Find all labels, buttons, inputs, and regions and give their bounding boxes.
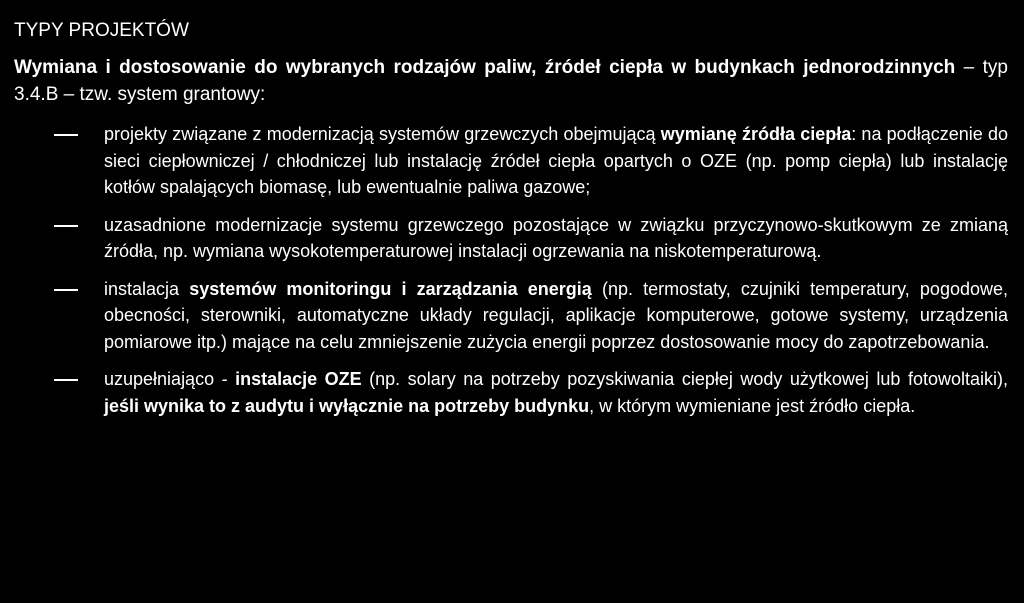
section-title: [14, 54, 1008, 108]
bullet-text: projekty związane z modernizacją systemów grzewczych obejmującą: [104, 124, 661, 144]
list-item: [0, 366, 1024, 419]
dash-bullet-icon: [54, 134, 78, 136]
bullet-text: : na podłączenie do sieci ciepłowniczej / chłodniczej lub instalację źródeł ciepła opartych o OZE (np. pomp ciepła) lub instalację kotłów spalających biomasę, lub ewentualnie paliwa gazowe;: [104, 124, 1008, 197]
bullet-text: (np. solary na potrzeby pozyskiwania ciepłej wody użytkowej lub fotowoltaiki),: [361, 369, 1008, 389]
section-title-rest: – typ 3.4.B – tzw. system grantowy:: [14, 57, 1008, 105]
bullet-bold: wymianę źródła ciepła: [660, 124, 852, 144]
dash-bullet-icon: [54, 225, 78, 227]
list-item: [0, 276, 1024, 356]
list-item: [0, 121, 1024, 201]
section-title-bold: Wymiana i dostosowanie do wybranych rodzajów paliw, źródeł ciepła w budynkach jednorodzinnych: [14, 57, 956, 78]
bullet-text: uzasadnione modernizacje systemu grzewczego pozostające w związku przyczynowo-skutkowym ze zmianą źródła, np. wymiana wysokotemperaturowej instalacji ogrzewania na niskotemperaturową.: [104, 214, 1008, 261]
dash-bullet-icon: [54, 379, 78, 381]
bullet-list: [0, 121, 1024, 419]
bullet-text: uzupełniająco -: [104, 369, 236, 389]
dash-bullet-icon: [54, 289, 78, 291]
bullet-text: instalacja: [104, 278, 190, 299]
bullet-bold: jeśli wynika to z audytu i wyłącznie na potrzeby budynku: [104, 395, 590, 416]
bullet-text: , w którym wymieniane jest źródło ciepła.: [589, 395, 916, 416]
bullet-bold: instalacje OZE: [235, 369, 362, 389]
bullet-bold: systemów monitoringu i zarządzania energią: [189, 278, 592, 299]
list-item: [0, 212, 1024, 265]
page-heading: TYPY PROJEKTÓW: [14, 20, 189, 41]
bullet-text: (np. termostaty, czujniki temperatury, pogodowe, obecności, sterowniki, automatyczne układy regulacji, aplikacje komputerowe, gotowe systemy, urządzenia pomiarowe itp.) mające na celu zmniejszenie zużycia energii poprzez dostosowanie mocy do zapotrzebowania.: [104, 278, 1008, 352]
